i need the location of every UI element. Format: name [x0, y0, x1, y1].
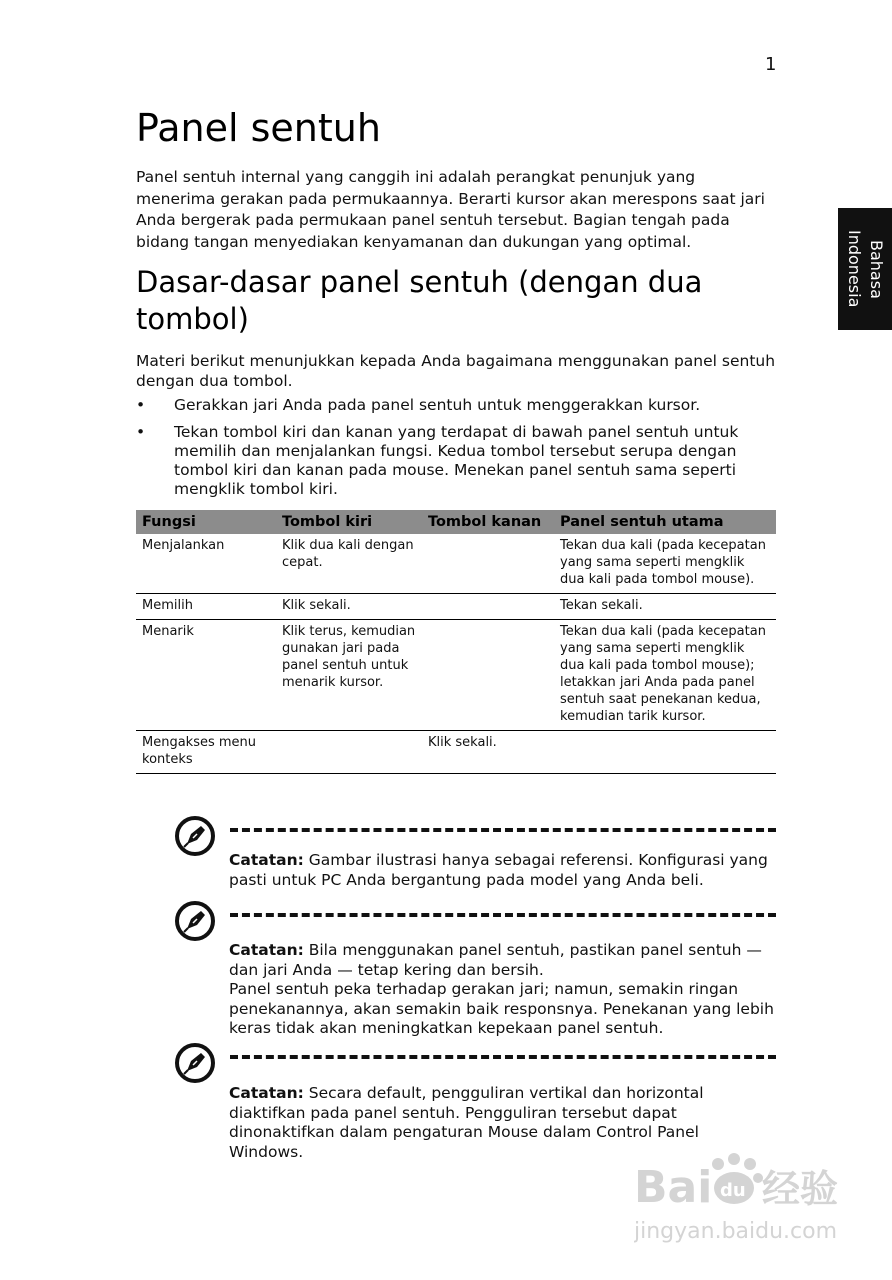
table-cell: Klik terus, kemudian gunakan jari pada panel sentuh untuk menarik kursor. [276, 620, 422, 731]
note-pen-icon [174, 1042, 216, 1084]
bullet-text: Gerakkan jari Anda pada panel sentuh untuk menggerakkan kursor. [174, 396, 701, 414]
paw-icon [712, 1153, 763, 1204]
note-body: Gambar ilustrasi hanya sebagai referensi. Konfigurasi yang pasti untuk PC Anda bergantung pada model yang Anda beli. [229, 851, 768, 889]
table-cell [276, 731, 422, 774]
list-item [136, 423, 776, 499]
note-label: Catatan: [229, 851, 304, 869]
language-tab: Bahasa Indonesia [838, 208, 892, 330]
watermark-brand-left: Bai [634, 1162, 713, 1213]
note-divider [230, 1055, 776, 1059]
table-cell [554, 731, 776, 774]
table-cell: Tekan sekali. [554, 594, 776, 620]
table-cell: Tekan dua kali (pada kecepatan yang sama seperti mengklik dua kali pada tombol mouse); letakkan jari Anda pada panel sentuh saat penekanan kedua, kemudian tarik kursor. [554, 620, 776, 731]
table-cell: Tekan dua kali (pada kecepatan yang sama seperti mengklik dua kali pada tombol mouse). [554, 534, 776, 594]
bullet-icon: • [136, 396, 146, 414]
note-text [229, 850, 776, 890]
table-cell [422, 534, 554, 594]
table-row [136, 731, 776, 774]
table-cell [422, 594, 554, 620]
note-pen-icon [174, 900, 216, 942]
bullet-icon: • [136, 423, 146, 441]
note-body: Bila menggunakan panel sentuh, pastikan panel sentuh — dan jari Anda — tetap kering dan bersih. [229, 941, 762, 979]
intro-paragraph: Panel sentuh internal yang canggih ini adalah perangkat penunjuk yang menerima gerakan pada permukaannya. Berarti kursor akan merespons saat jari Anda bergerak pada permukaan panel sentuh tersebut. Bagian tengah pada bidang tangan menyediakan kenyamanan dan dukungan yang optimal. [136, 168, 765, 251]
page-number: 1 [765, 54, 777, 75]
table-cell: Menarik [136, 620, 276, 731]
watermark-paw-text: du [720, 1180, 746, 1201]
table-cell: Mengakses menu konteks [136, 731, 276, 774]
note-text [229, 941, 776, 1039]
table-cell: Klik sekali. [422, 731, 554, 774]
table-header-row [136, 510, 776, 534]
section-intro: Materi berikut menunjukkan kepada Anda bagaimana menggunakan panel sentuh dengan dua tombol. [136, 352, 776, 390]
note-label: Catatan: [229, 941, 304, 959]
note-3 [174, 1042, 776, 1162]
header-panel-sentuh: Panel sentuh utama [554, 510, 776, 534]
note-pen-icon [174, 815, 216, 857]
baidu-watermark [634, 1150, 864, 1250]
header-tombol-kiri: Tombol kiri [276, 510, 422, 534]
bullet-text: Tekan tombol kiri dan kanan yang terdapat di bawah panel sentuh untuk memilih dan menjalankan fungsi. Kedua tombol tersebut serupa dengan tombol kiri dan kanan pada mouse. Menekan panel sentuh sama seperti mengklik tombol kiri. [174, 423, 739, 498]
watermark-brand-right: 经验 [762, 1167, 839, 1211]
header-tombol-kanan: Tombol kanan [422, 510, 554, 534]
header-fungsi: Fungsi [136, 510, 276, 534]
function-table [136, 510, 776, 774]
table-row [136, 594, 776, 620]
note-2 [174, 900, 776, 1040]
table-cell: Menjalankan [136, 534, 276, 594]
note-body-2: Panel sentuh peka terhadap gerakan jari; namun, semakin ringan penekanannya, akan semakin baik responsnya. Penekanan yang lebih keras tidak akan meningkatkan kepekaan panel sentuh. [229, 980, 774, 1037]
table-cell: Klik sekali. [276, 594, 422, 620]
table-row [136, 534, 776, 594]
bullet-list [136, 396, 776, 507]
table-cell: Memilih [136, 594, 276, 620]
list-item [136, 396, 776, 415]
note-1 [174, 815, 776, 895]
note-body: Secara default, pengguliran vertikal dan horizontal diaktifkan pada panel sentuh. Pengguliran tersebut dapat dinonaktifkan dalam pengaturan Mouse dalam Control Panel Windows. [229, 1084, 704, 1161]
table-cell: Klik dua kali dengan cepat. [276, 534, 422, 594]
note-label: Catatan: [229, 1084, 304, 1102]
table-row [136, 620, 776, 731]
section-heading: Dasar-dasar panel sentuh (dengan dua tombol) [136, 265, 703, 336]
note-divider [230, 828, 776, 832]
watermark-url: jingyan.baidu.com [634, 1219, 838, 1244]
page-title: Panel sentuh [136, 106, 381, 150]
note-divider [230, 913, 776, 917]
table-cell [422, 620, 554, 731]
